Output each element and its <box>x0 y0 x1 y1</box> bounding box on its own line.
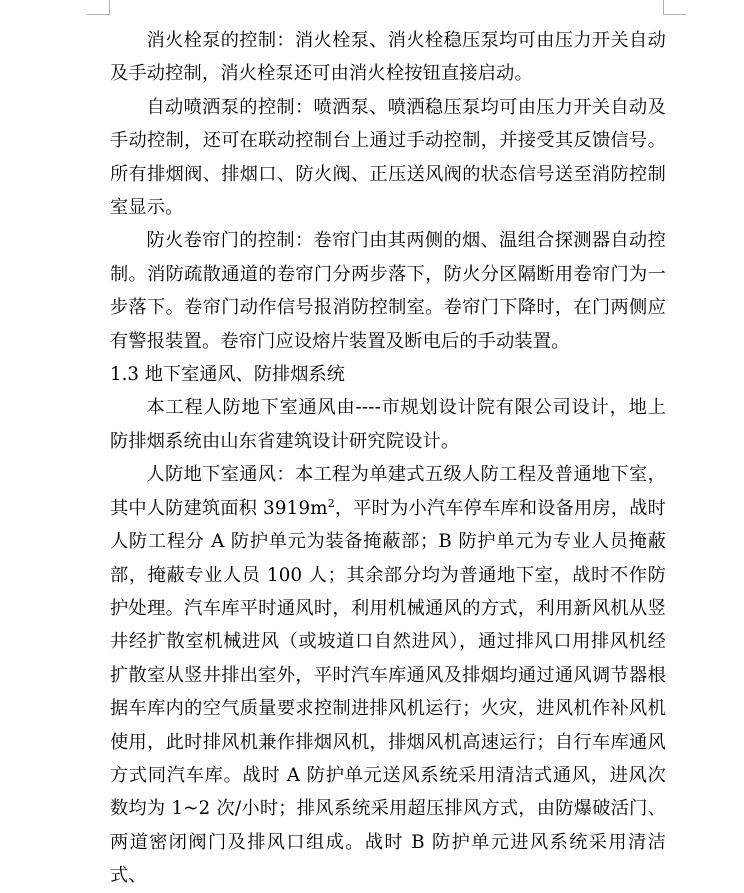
paragraph-hydrant-pump-control: 消火栓泵的控制：消火栓泵、消火栓稳压泵均可由压力开关自动及手动控制，消火栓泵还可由消火栓按钮直接启动。 <box>110 30 666 85</box>
document-body <box>110 24 666 893</box>
paragraph-basement-ventilation-design: 本工程人防地下室通风由----市规划设计院有限公司设计，地上防排烟系统由山东省建筑设计研究院设计。 <box>110 397 666 452</box>
paragraph-fire-shutter-control: 防火卷帘门的控制：卷帘门由其两侧的烟、温组合探测器自动控制。消防疏散通道的卷帘门分两步落下，防火分区隔断用卷帘门为一步落下。卷帘门动作信号报消防控制室。卷帘门下降时，在门两侧应有警报装置。卷帘门应设熔片装置及断电后的手动装置。 <box>110 230 666 352</box>
paragraph-text-part-1: 人防地下室通风：本工程为单建式五级人防工程及普通地下室，其中人防建筑面积 3919m <box>110 464 666 519</box>
crop-mark-top-right-vertical <box>663 0 664 15</box>
paragraph-civil-defense-ventilation <box>110 458 666 892</box>
crop-mark-top-left-horizontal <box>87 14 109 15</box>
crop-mark-top-right-horizontal <box>664 14 686 15</box>
crop-mark-top-left-vertical <box>109 0 110 15</box>
paragraph-sprinkler-pump-control: 自动喷洒泵的控制：喷洒泵、喷洒稳压泵均可由压力开关自动及手动控制，还可在联动控制台上通过手动控制，并接受其反馈信号。所有排烟阀、排烟口、防火阀、正压送风阀的状态信号送至消防控制室显示。 <box>110 96 666 219</box>
paragraph-text-part-2: ，平时为小汽车停车库和设备用房，战时人防工程分 A 防护单元为装备掩蔽部；B 防护单元为专业人员掩蔽部，掩蔽专业人员 100 人；其余部分均为普通地下室，战时不作防护处理。汽车库平时通风时，利用机械通风的方式，利用新风机从竖井经扩散室机械进风（或坡道口自然进风），通过排风口用排风机经扩散室从竖井排出室外，平时汽车库通风及排烟均通过通风调节器根据车库内的空气质量要求控制进排风机运行；火灾，进风机作补风机使用，此时排风机兼作排烟风机，排烟风机高速运行；自行车库通风方式同汽车库。战时 A 防护单元送风系统采用清洁式通风，进风次数均为 1~2 次/小时；排风系统采用超压排风方式，由防爆破活门、两道密闭阀门及排风口组成。战时 B 防护单元进风系统采用清洁式、 <box>110 497 666 887</box>
section-heading: 1.3 地下室通风、防排烟系统 <box>110 364 345 386</box>
superscript-squared: 2 <box>327 496 335 510</box>
